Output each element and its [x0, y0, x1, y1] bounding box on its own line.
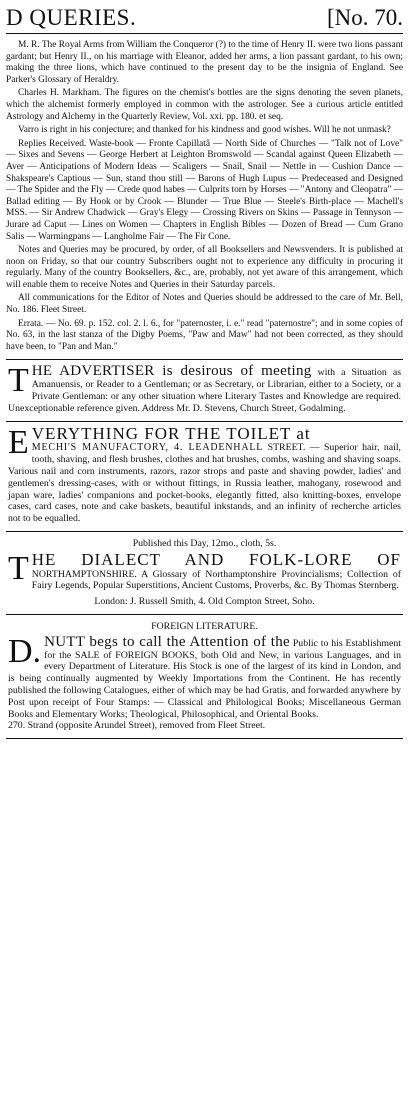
issue-number: [No. 70. [326, 5, 403, 30]
drop-cap: T [8, 549, 29, 587]
ad-divider [6, 421, 403, 422]
notice-paragraph: M. R. The Royal Arms from William the Conqueror (?) to the time of Henry II. were two lions passant gardant; but Henry II., on his marriage with Eleanor, added her arms, a lion passant gardant, to his own; making the three lions, which have continued to the present day to be the insignia of England. See Parker's Glossary of Heraldry. [6, 40, 403, 85]
section-divider [6, 359, 403, 360]
bottom-divider [6, 738, 403, 739]
ad-headline: HE DIALECT AND FOLK-LORE OF [31, 549, 401, 569]
ad-body: NORTHAMPTONSHIRE. A Glossary of Northamptonshire Provincialisms; Collection of Fairy Legends, Popular Superstitions, Ancient Customs, Proverbs, &c. By Thomas Sternberg. [31, 568, 401, 592]
advertiser-ad [6, 362, 403, 414]
notice-paragraph: Notes and Queries may be procured, by order, of all Booksellers and Newsvenders. It is published at noon on Friday, so that our country Subscribers ought not to experience any difficulty in procuring it regularly. Many of the country Booksellers, &c., are, probably, not yet aware of this arrangement, which will enable them to receive Notes and Queries in their Saturday parcels. [6, 245, 403, 290]
notice-paragraph: Replies Received. Waste-book — Fronte Capillatâ — North Side of Churches — "Talk not of Love" — Sixes and Sevens — George Herbert at Leighton Bromswold — Scandal against Queen Elizabeth — Aver — Anticipations of Modern Ideas — Scaligers — Snail, Snail — Nettle in — Cushion Dance — Shakspeare's Captious — Sun, stand thou still — Barons of Hugh Lupus — Predeceased and Designed — The Spider and the Fly — Crede quod habes — Culprits torn by Horses — "Antony and Cleopatra" — Ballad editing — By Hook or by Crook — Blunder — True Blue — Steele's Birth-place — Machell's MSS. — Sir Andrew Chadwick — Gray's Elegy — Crossing Rivers on Skins — Passage in Tennyson — Jurare ad Caput — Lines on Women — Chapters in English Bibles — Dozen of Bread — Cum Grano Salis — Warmingpans — Langholme Fair — The Fir Cone. [6, 138, 403, 242]
ad-headline: HE ADVERTISER is desirous of meeting [31, 363, 312, 380]
drop-cap: D. [8, 632, 42, 670]
ad-address: 270. Strand (opposite Arundel Street), removed from Fleet Street. [8, 720, 266, 732]
ad-divider [6, 614, 403, 615]
errata-paragraph: Errata. — No. 69. p. 152. col. 2. l. 6., for "paternoster, i. e." read "paternostre"; and in some copies of No. 63, in the last stanza of the Digby Poems, "Paw and Maw" had not been corrected, as they should have been, to "Pan and Man." [6, 318, 403, 352]
drop-cap: E [8, 423, 29, 461]
ad-body: Public to his Establishment for the SALE of FOREIGN BOOKS, both Old and New, in various Languages, and in every Department of Literature. His Stock is one of the largest of its kind in London, and is being continually augmented by Weekly Importations from the Continent. He has recently published the following Catalogues, either of which may be had Gratis, and forwarded anywhere by Post upon receipt of Four Stamps: — Classical and Philological Books; Miscellaneous German Books and Elementary Works; Theological, Philosophical, and Oriental Books. [8, 637, 401, 720]
toilet-ad [6, 423, 403, 525]
ad-headline: NUTT begs to call the Attention of the [44, 633, 290, 650]
page-header [6, 0, 403, 34]
correspondents-notices [6, 34, 403, 353]
foreign-literature-ad [6, 621, 403, 732]
drop-cap: T [8, 362, 29, 400]
notice-paragraph: Varro is right in his conjecture; and thanked for his kindness and good wishes. Will he not unmask? [18, 125, 391, 136]
ad-body: STREET. — Superior hair, nail, tooth, shaving, and flesh brushes, clothes and hat brushes, combs, washing and shaving soaps. Various nail and corn instruments, razors, razor strops and paste and shaving powder, ladies' and gentlemen's dressing-cases, with or without fittings, in Russia leather, mahogany, rosewood and japan ware, ladies' companions and pocket-books, elegantly fitted, also knitting-boxes, envelope cases, card cases, note and cake baskets, beautiful inkstands, and an infinity of recherche articles not to be equalled. [8, 442, 402, 525]
ad-divider [6, 531, 403, 532]
ad-subhead: MECHI'S MANUFACTORY, 4. LEADENHALL [31, 442, 264, 454]
ad-section-heading: FOREIGN LITERATURE. [151, 620, 258, 632]
ad-headline: VERYTHING FOR THE TOILET at [31, 423, 311, 443]
publication-notice: Published this Day, 12mo., cloth, 5s. [132, 538, 277, 549]
notice-paragraph: Charles H. Markham. The figures on the chemist's bottles are the signs denoting the seven planets, which the alchemist formerly employed in common with the astrologer. See a curious article entitled Astrology and Alchemy in the Quarterly Review, Vol. xxi. pp. 180. et seq. [6, 88, 403, 122]
dialect-ad [6, 538, 403, 608]
ad-body: with a Situation as Amanuensis, or Reader to a Gentleman; or as Secretary, or Librarian, either to a Society, or a Private Gentleman: or any other situation where Literary Tastes and Knowledge are required. Unexceptionable reference given. Address Mr. D. Stevens, Church Street, Godalming. [8, 367, 402, 414]
publisher-imprint: London: J. Russell Smith, 4. Old Compton Street, Soho. [94, 596, 315, 608]
page-title: D QUERIES. [6, 5, 137, 30]
notice-paragraph: All communications for the Editor of Notes and Queries should be addressed to the care of Mr. Bell, No. 186. Fleet Street. [6, 293, 403, 316]
